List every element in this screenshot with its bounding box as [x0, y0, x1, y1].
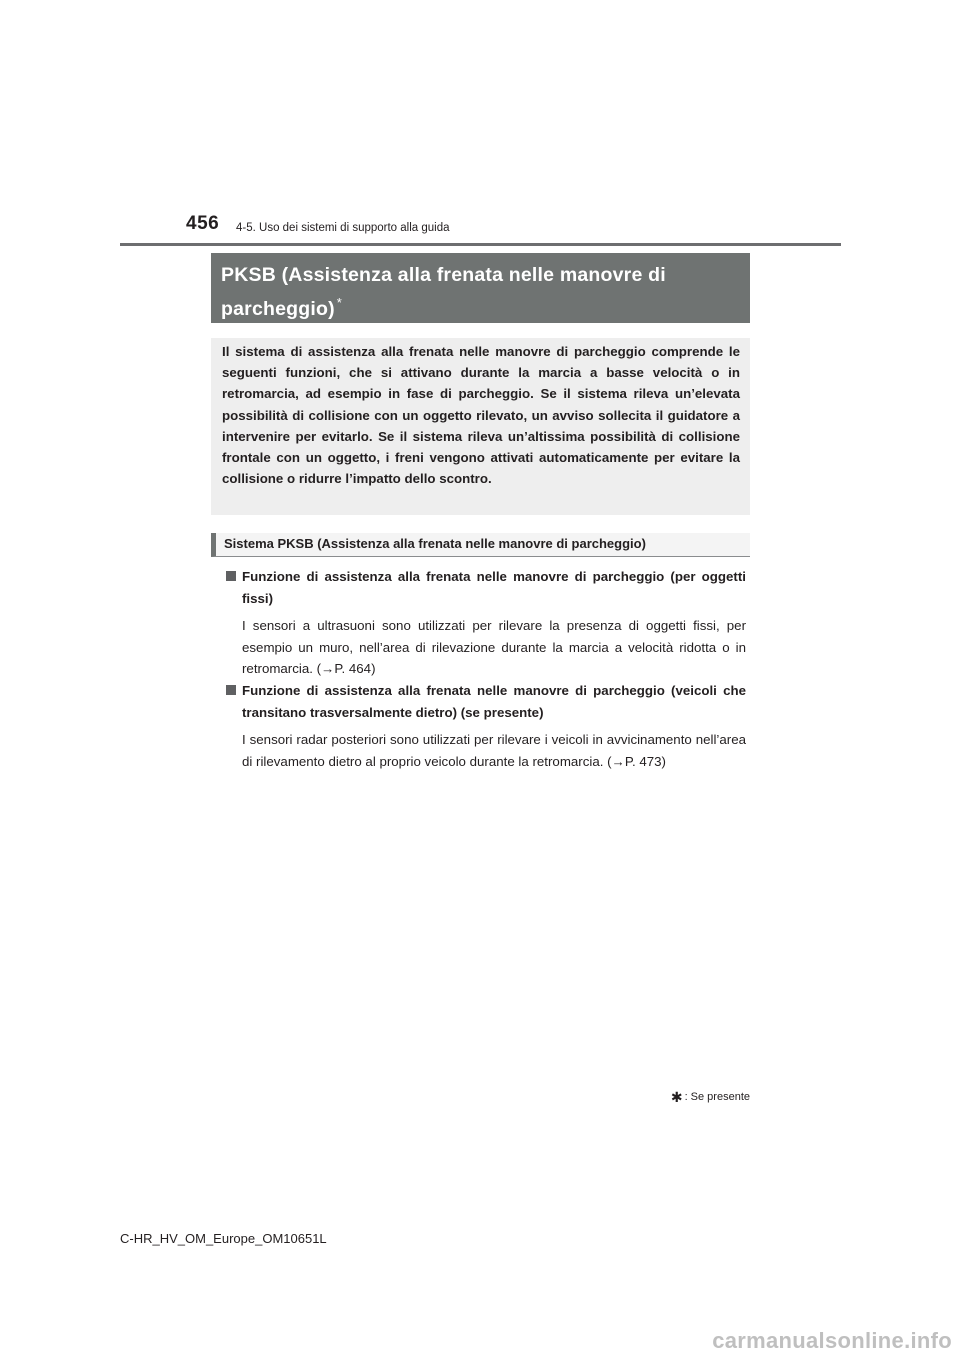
watermark: carmanualsonline.info [712, 1328, 952, 1353]
asterisk-icon: ✱ [670, 1089, 683, 1105]
subsection-heading: Sistema PKSB (Assistenza alla frenata nelle manovre di parcheggio) [211, 533, 750, 557]
footnote-text: : Se presente [684, 1091, 750, 1103]
feature-title-text: Funzione di assistenza alla frenata nelle manovre di parcheggio (veicoli che transitano trasversalmente dietro) (se presente) [242, 683, 746, 720]
feature-title-text: Funzione di assistenza alla frenata nelle manovre di parcheggio (per oggetti fissi) [242, 569, 746, 606]
feature-title [224, 566, 746, 609]
intro-box [211, 338, 750, 515]
title-line-1: PKSB (Assistenza alla frenata nelle manovre di [221, 264, 666, 286]
feature-item [224, 680, 746, 772]
feature-description: I sensori a ultrasuoni sono utilizzati per rilevare la presenza di oggetti fissi, per esempio un muro, nell’area di rilevazione durante la marcia a velocità ridotta o in retromarcia. (→P. 464) [242, 618, 746, 676]
title-line-2-text: parcheggio) [221, 298, 335, 320]
document-code: C-HR_HV_OM_Europe_OM10651L [120, 1231, 327, 1246]
square-bullet-icon [226, 571, 236, 581]
header-divider [120, 243, 841, 246]
square-bullet-icon [226, 685, 236, 695]
title-line-2 [221, 289, 740, 323]
feature-title [224, 680, 746, 723]
feature-description: I sensori radar posteriori sono utilizzati per rilevare i veicoli in avvicinamento nell’area di rilevamento dietro al proprio veicolo durante la retromarcia. (→P. 473) [242, 732, 746, 769]
availability-marker: * [336, 295, 343, 310]
running-header: 4-5. Uso dei sistemi di supporto alla guida [236, 222, 450, 234]
page-number: 456 [186, 213, 220, 234]
intro-text: Il sistema di assistenza alla frenata nelle manovre di parcheggio comprende le seguenti funzioni, che si attivano durante la marcia a basse velocità o in retromarcia, ad esempio in fase di parcheggio. Se il sistema rileva un’elevata possibilità di collisione con un oggetto rilevato, un avviso sollecita il guidatore a intervenire per evitarlo. Se il sistema rileva un’altissima possibilità di collisione frontale con un oggetto, i freni vengono attivati automaticamente per evitare la collisione o ridurre l’impatto dello scontro. [222, 344, 740, 487]
feature-item [224, 566, 746, 680]
footnote [671, 1090, 750, 1104]
section-title-banner [211, 253, 750, 323]
